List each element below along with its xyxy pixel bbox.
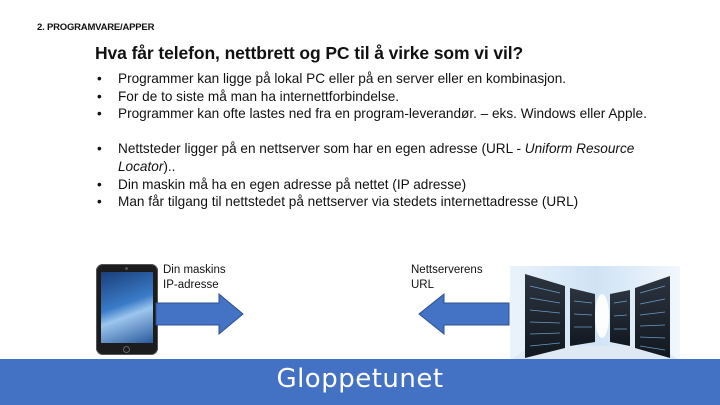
arrow-right-icon [155,293,245,335]
bullet-item [95,70,655,88]
bullet-text: Programmer kan ligge på lokal PC eller på en server eller en kombinasjon. [118,71,567,86]
url-caption-line1: Nettserverens [411,264,483,276]
ip-caption-line1: Din maskins [163,264,226,276]
bullet-item [95,193,655,211]
ip-address-caption [163,263,226,293]
bullet-text: For de to siste må man ha internettforbindelse. [118,88,400,104]
bullet-text: Man får tilgang til nettstedet på nettserver via stedets internettadresse (URL) [118,194,579,210]
bullet-item [95,140,655,175]
arrow-left-icon [418,293,510,335]
tablet-camera [125,267,128,270]
bullet-list [95,70,655,211]
url-caption-line2: URL [411,279,435,291]
ip-caption-line2: IP-adresse [163,279,219,291]
bullet-item [95,176,655,194]
slide-title: Hva får telefon, nettbrett og PC til å virke som vi vil? [95,43,524,63]
server-room-icon [510,266,680,361]
bullet-italic-text: Uniform Resource Locator [118,141,635,174]
bullet-text-end: ).. [163,158,176,174]
bullet-text: Din maskin må ha en egen adresse på nettet (IP adresse) [118,176,467,192]
tablet-icon [96,264,158,355]
bullet-text: Nettsteder ligger på en nettserver som har en egen adresse (URL - [118,141,525,157]
server-url-caption [411,263,483,293]
bullet-text: Programmer kan ofte lastes ned fra en program-leverandør. – eks. Windows eller Apple. [118,106,647,122]
bullet-item [95,88,655,106]
tablet-screen [101,272,153,343]
footer-brand-text: Gloppetunet [276,364,444,394]
tablet-home-button [123,346,130,353]
bullet-item [95,105,655,123]
section-label: 2. PROGRAMVARE/APPER [37,22,155,33]
